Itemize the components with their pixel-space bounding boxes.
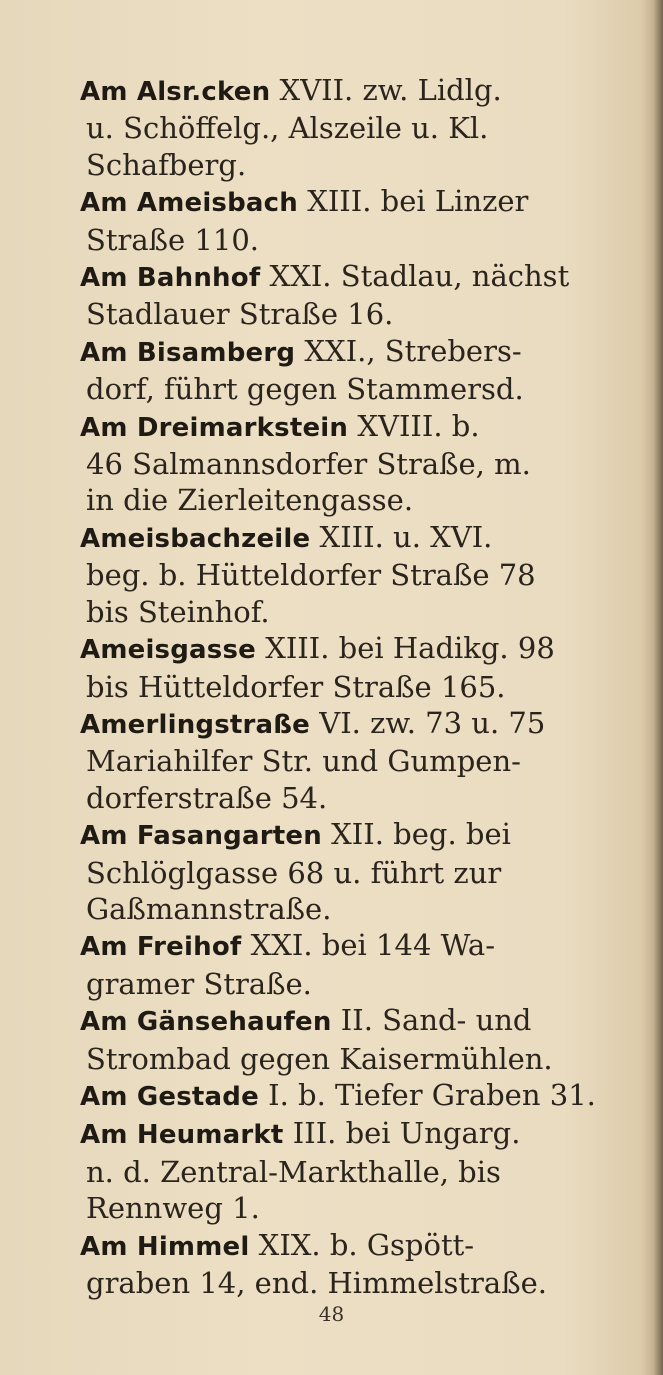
entry-continuation-line: graben 14, end. Himmelstraße.	[86, 1266, 547, 1300]
entry-continuation-line: Gaßmannstraße.	[86, 891, 332, 926]
street-description: XXI. Stadlau, nächst	[260, 259, 570, 294]
entry-continuation-line: Schafberg.	[86, 147, 247, 182]
street-name: Ameisbachzeile	[80, 523, 311, 554]
street-description: XVIII. b.	[348, 408, 480, 443]
entry-first-line	[80, 258, 640, 296]
street-entry	[80, 816, 640, 927]
entry-first-line	[80, 72, 640, 110]
street-description: XIII. u. XVI.	[310, 519, 493, 554]
entry-continuation-line: Mariahilfer Str. und Gumpen-	[86, 744, 521, 779]
street-description: XXI., Strebers-	[295, 333, 522, 368]
entry-continuation-line: dorf, führt gegen Stammersd.	[86, 372, 524, 407]
street-name: Amerlingstraße	[80, 709, 311, 740]
entry-continuation-line: Strombad gegen Kaisermühlen.	[86, 1041, 553, 1076]
street-name: Am Ameisbach	[80, 188, 298, 219]
street-name: Am Himmel	[80, 1231, 250, 1262]
entry-continuation-line: dorferstraße 54.	[86, 780, 328, 815]
street-description: XII. beg. bei	[321, 817, 511, 852]
entry-first-line	[80, 1077, 640, 1115]
street-name: Am Bahnhof	[80, 263, 261, 294]
street-description: III. bei Ungarg.	[283, 1116, 521, 1151]
entry-first-line	[80, 183, 640, 221]
street-entry	[80, 183, 640, 258]
entry-continuation-line: Rennweg 1.	[86, 1191, 260, 1226]
entry-continuation-line: n. d. Zentral-Markthalle, bis	[86, 1154, 501, 1189]
entry-continuation-line: bis Steinhof.	[86, 594, 270, 629]
street-entry	[80, 630, 640, 705]
entry-continuation-line: in die Zierleitengasse.	[86, 483, 414, 518]
street-index-list	[80, 72, 640, 1301]
entry-continuation-line: u. Schöffelg., Alszeile u. Kl.	[86, 111, 489, 146]
street-entry	[80, 519, 640, 630]
street-description: XIII. bei Hadikg. 98	[255, 631, 555, 666]
street-description: XIX. b. Gspött-	[249, 1227, 475, 1262]
entry-first-line	[80, 816, 640, 854]
street-entry	[80, 705, 640, 816]
street-entry	[80, 1227, 640, 1302]
street-entry	[80, 333, 640, 408]
entry-first-line	[80, 408, 640, 446]
street-entry	[80, 1115, 640, 1226]
entry-continuation-line: beg. b. Hütteldorfer Straße 78	[86, 558, 536, 593]
street-name: Am Fasangarten	[80, 821, 322, 852]
street-entry	[80, 1077, 640, 1115]
street-description: XIII. bei Linzer	[297, 184, 529, 219]
street-name: Am Alsr.cken	[80, 77, 271, 107]
entry-continuation-line: Schlöglgasse 68 u. führt zur	[86, 855, 502, 890]
street-entry	[80, 72, 640, 183]
entry-first-line	[80, 1227, 640, 1265]
street-entry	[80, 927, 640, 1002]
street-description: II. Sand- und	[331, 1003, 532, 1038]
street-name: Am Gestade	[80, 1081, 259, 1112]
entry-first-line	[80, 519, 640, 557]
entry-first-line	[80, 705, 640, 743]
street-name: Am Heumarkt	[80, 1120, 284, 1151]
street-entry	[80, 258, 640, 333]
entry-first-line	[80, 927, 640, 965]
entry-continuation-line: bis Hütteldorfer Straße 165.	[86, 669, 506, 704]
entry-first-line	[80, 630, 640, 668]
entry-first-line	[80, 1115, 640, 1153]
entry-continuation-line: Straße 110.	[86, 222, 259, 257]
entry-first-line	[80, 1002, 640, 1040]
street-entry	[80, 408, 640, 519]
page-number: 48	[318, 1302, 345, 1326]
entry-first-line	[80, 333, 640, 371]
page-binding-edge	[641, 0, 663, 1375]
street-description: I. b. Tiefer Graben 31.	[258, 1077, 596, 1112]
entry-continuation-line: Stadlauer Straße 16.	[86, 297, 394, 332]
street-name: Am Freihof	[80, 932, 242, 963]
street-entry	[80, 1002, 640, 1077]
entry-continuation-line: 46 Salmannsdorfer Straße, m.	[86, 447, 531, 482]
street-name: Am Bisamberg	[80, 337, 296, 368]
street-description: XVII. zw. Lidlg.	[270, 73, 502, 107]
entry-continuation-line: gramer Straße.	[86, 966, 312, 1001]
street-name: Ameisgasse	[80, 635, 256, 666]
street-description: VI. zw. 73 u. 75	[310, 705, 546, 740]
street-name: Am Gänsehaufen	[80, 1007, 332, 1038]
street-name: Am Dreimarkstein	[80, 412, 349, 443]
street-description: XXI. bei 144 Wa-	[241, 928, 495, 963]
